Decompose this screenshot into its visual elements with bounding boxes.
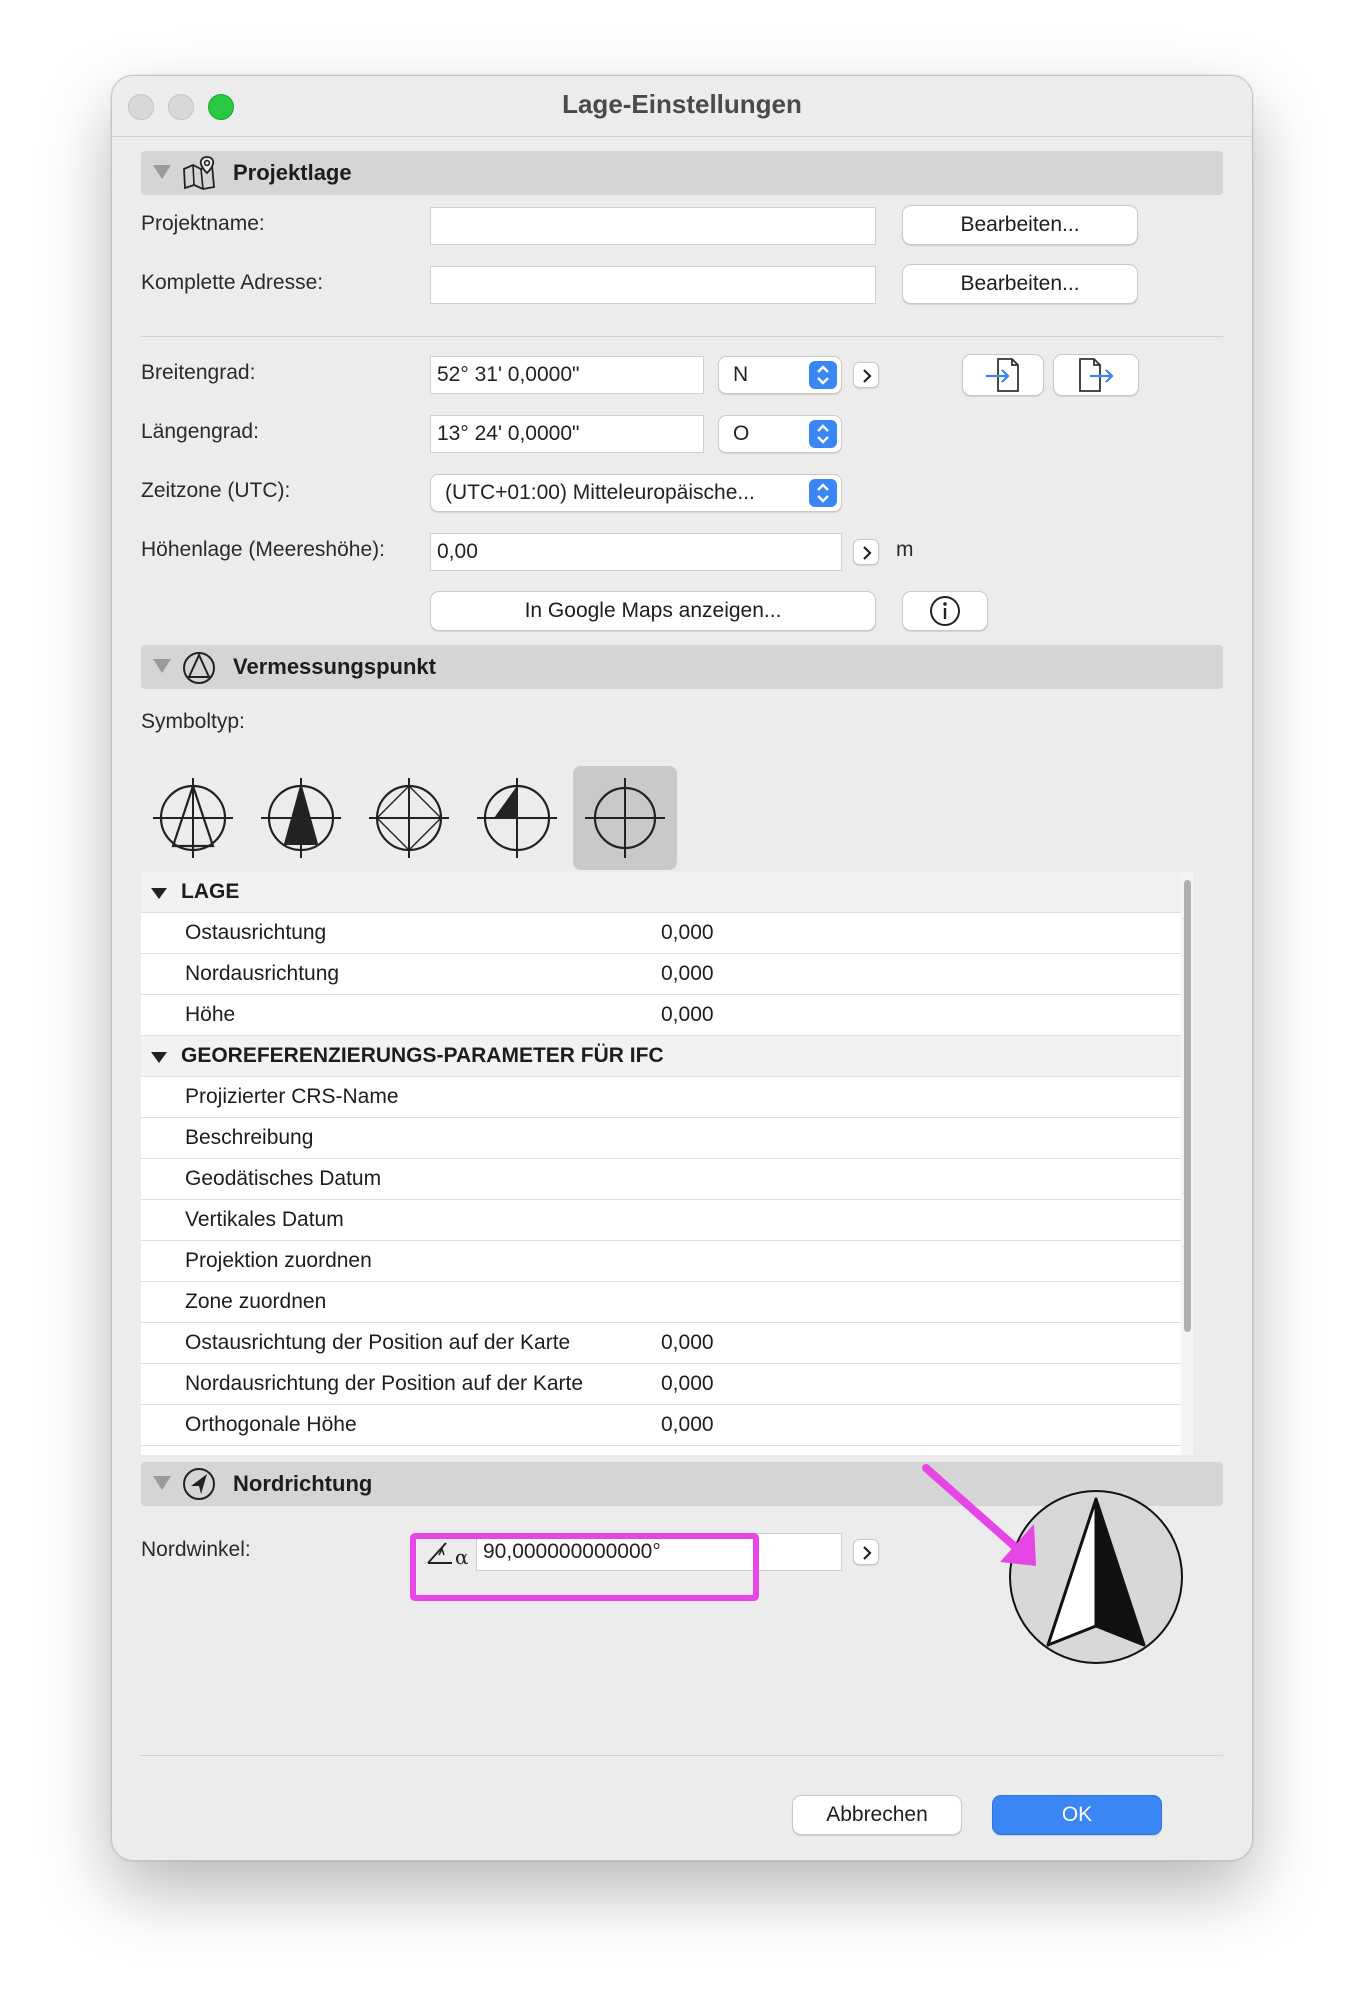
breitengrad-direction-value: N xyxy=(733,363,749,386)
breitengrad-field[interactable]: 52° 31' 0,0000" xyxy=(430,356,704,394)
row-key: Projektion zuordnen xyxy=(185,1249,372,1272)
row-key: Nordausrichtung xyxy=(185,962,340,985)
window-title: Lage-Einstellungen xyxy=(562,89,802,119)
row-key: Beschreibung xyxy=(185,1126,314,1149)
hoehe-unit: m xyxy=(896,538,914,561)
row-key: Ostausrichtung der Position auf der Karte xyxy=(185,1331,571,1354)
row-key: Nordausrichtung der Position auf der Karte xyxy=(185,1372,584,1395)
annotation-arrow-head xyxy=(1000,1524,1036,1566)
row-key: Ostausrichtung xyxy=(185,921,327,944)
zeitzone-value: (UTC+01:00) Mitteleuropäische... xyxy=(445,481,755,504)
edit-projektname-button[interactable]: Bearbeiten... xyxy=(902,205,1138,245)
row-key: Zone zuordnen xyxy=(185,1290,327,1313)
cancel-button[interactable]: Abbrechen xyxy=(792,1795,962,1835)
edit-adresse-button[interactable]: Bearbeiten... xyxy=(902,264,1138,304)
laengengrad-direction-value: O xyxy=(733,422,750,445)
row-value[interactable]: 0,000 xyxy=(661,1003,714,1026)
laengengrad-label: Längengrad: xyxy=(141,420,259,443)
nordwinkel-label: Nordwinkel: xyxy=(141,1538,251,1561)
row-key: Höhe xyxy=(185,1003,236,1026)
section-title: Vermessungspunkt xyxy=(233,654,436,679)
ok-button[interactable]: OK xyxy=(992,1795,1162,1835)
row-key: Projizierter CRS-Name xyxy=(185,1085,399,1108)
svg-text:α: α xyxy=(455,1545,469,1569)
hoehe-field[interactable]: 0,00 xyxy=(430,533,842,571)
breitengrad-label: Breitengrad: xyxy=(141,361,256,384)
row-value[interactable]: 0,000 xyxy=(661,962,714,985)
row-key: Vertikales Datum xyxy=(185,1208,344,1231)
nordwinkel-field[interactable]: 90,000000000000° xyxy=(476,1533,842,1571)
highlight-box xyxy=(413,1536,756,1598)
row-key: Geodätisches Datum xyxy=(185,1167,382,1190)
group-title: LAGE xyxy=(181,880,240,903)
row-key: Orthogonale Höhe xyxy=(185,1413,357,1436)
laengengrad-field[interactable]: 13° 24' 0,0000" xyxy=(430,415,704,453)
zeitzone-label: Zeitzone (UTC): xyxy=(141,479,291,502)
section-title: Projektlage xyxy=(233,160,352,185)
hoehe-label: Höhenlage (Meereshöhe): xyxy=(141,538,385,561)
adresse-label: Komplette Adresse: xyxy=(141,271,324,294)
projektname-label: Projektname: xyxy=(141,212,265,235)
row-value[interactable]: 0,000 xyxy=(661,1372,714,1395)
google-maps-button[interactable]: In Google Maps anzeigen... xyxy=(430,591,876,631)
row-value[interactable]: 0,000 xyxy=(661,921,714,944)
row-value[interactable]: 0,000 xyxy=(661,1413,714,1436)
group-title: GEOREFERENZIERUNGS-PARAMETER FÜR IFC xyxy=(181,1044,664,1067)
symboltyp-label: Symboltyp: xyxy=(141,710,245,733)
row-value[interactable]: 0,000 xyxy=(661,1331,714,1354)
section-title: Nordrichtung xyxy=(233,1471,373,1496)
